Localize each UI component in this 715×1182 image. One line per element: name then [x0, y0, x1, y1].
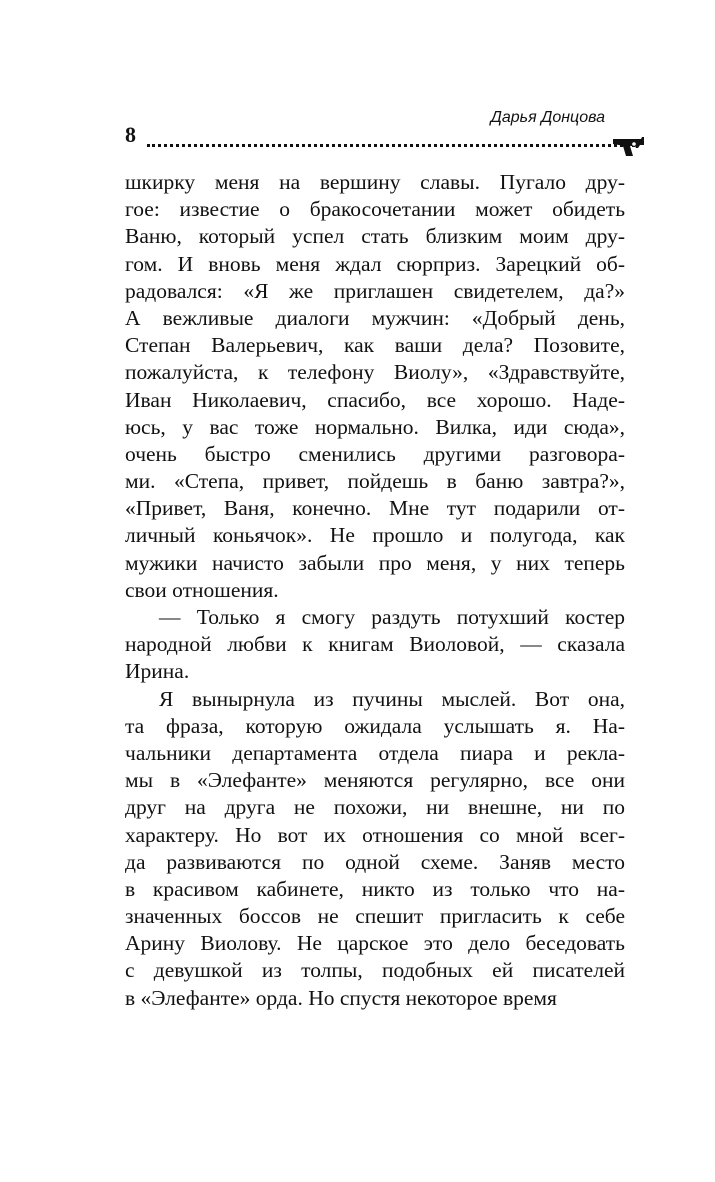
- text-line: очень быстро сменились другими разговора-: [125, 441, 625, 466]
- text-line: да развиваются по одной схеме. Заняв место: [125, 849, 625, 874]
- text-line: народной любви к книгам Виоловой, — сказала: [125, 632, 625, 657]
- text-line: та фраза, которую ожидала услышать я. На-: [125, 713, 625, 738]
- text-line: мы в «Элефанте» меняются регулярно, все они: [125, 768, 625, 793]
- running-header: [125, 108, 645, 158]
- text-line: шкирку меня на вершину славы. Пугало дру-: [125, 170, 625, 194]
- text-line: «Привет, Ваня, конечно. Мне тут подарили от-: [125, 496, 625, 521]
- text-line: радовался: «Я же приглашен свидетелем, да?»: [125, 278, 625, 303]
- text-line: с девушкой из толпы, подобных ей писателей: [125, 958, 625, 983]
- text-line: Ваню, который успел стать близким моим дру-: [125, 224, 625, 249]
- revolver-icon: [611, 134, 647, 158]
- text-line: гое: известие о бракосочетании может обидеть: [125, 197, 625, 222]
- text-line: Ирина.: [125, 659, 190, 684]
- page-number: 8: [125, 122, 136, 147]
- text-line: — Только я смогу раздуть потухший костер: [159, 605, 625, 629]
- body-text: [125, 169, 625, 1012]
- text-line: Арину Виолову. Не царское это дело беседовать: [125, 931, 625, 956]
- text-line: Степан Валерьевич, как ваши дела? Позовите,: [125, 333, 625, 358]
- text-line: характеру. Но вот их отношения со мной всег-: [125, 822, 625, 847]
- dotted-leader: [147, 144, 635, 147]
- text-line: пожалуйста, к телефону Виолу», «Здравствуйте,: [125, 360, 625, 385]
- author-name: Дарья Донцова: [490, 109, 605, 126]
- text-line: свои отношения.: [125, 577, 279, 602]
- paragraph: [125, 686, 625, 1012]
- text-line: Иван Николаевич, спасибо, все хорошо. Наде-: [125, 387, 625, 412]
- text-line: друг на друга не похожи, ни внешне, ни по: [125, 795, 625, 820]
- text-line: значенных боссов не спешит пригласить к себе: [125, 904, 625, 929]
- text-line: ми. «Степа, привет, пойдешь в баню завтра?»,: [125, 469, 625, 494]
- text-line: личный коньячок». Не прошло и полугода, как: [125, 523, 625, 548]
- text-line: мужики начисто забыли про меня, у них теперь: [125, 550, 625, 575]
- text-line: А вежливые диалоги мужчин: «Добрый день,: [125, 305, 625, 330]
- text-line: Я вынырнула из пучины мыслей. Вот она,: [159, 686, 625, 711]
- text-line: юсь, у вас тоже нормально. Вилка, иди сюда»,: [125, 414, 625, 439]
- text-line: гом. И вновь меня ждал сюрприз. Зарецкий об-: [125, 251, 625, 276]
- paragraph: [125, 604, 625, 686]
- text-line: в красивом кабинете, никто из только что на-: [125, 876, 625, 901]
- text-line: чальники департамента отдела пиара и рекла-: [125, 740, 625, 765]
- text-line: в «Элефанте» орда. Но спустя некоторое время: [125, 985, 557, 1010]
- paragraph: [125, 169, 625, 604]
